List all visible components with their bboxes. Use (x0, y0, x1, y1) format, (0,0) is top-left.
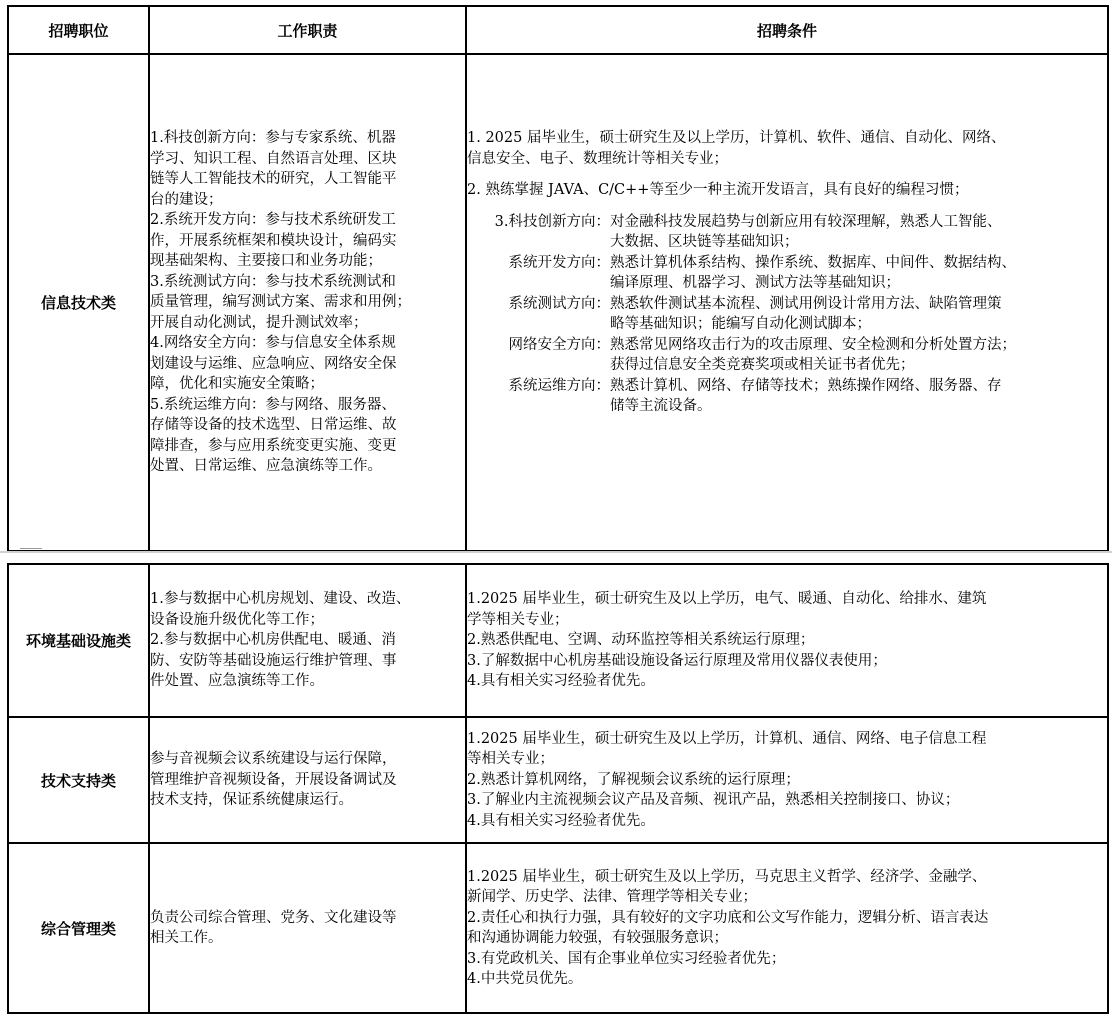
duty-line: 学习、知识工程、自然语言处理、区块 (150, 150, 397, 167)
position-env: 环境基础设施类 (8, 564, 149, 717)
req-line: 4.中共党员优先。 (467, 971, 583, 987)
duty-line: 2.系统开发方向：参与技术系统研发工 (150, 212, 396, 229)
header-requirements: 招聘条件 (466, 6, 1108, 54)
duty-line: 设备设施升级优化等工作； (150, 611, 324, 628)
header-duties: 工作职责 (149, 6, 466, 54)
duty-line: 负责公司综合管理、党务、文化建设等 (150, 909, 397, 926)
duty-line: 技术支持，保证系统健康运行。 (150, 792, 353, 809)
req-line: 2. 熟练掌握 JAVA、C/C++等至少一种主流开发语言，具有良好的编程习惯； (467, 182, 969, 199)
requirements-it (466, 54, 1108, 551)
direction-label: 系统测试方向： (508, 295, 610, 312)
req-line: 1.2025 届毕业生，硕士研究生及以上学历，电气、暖通、自动化、给排水、建筑 (467, 591, 987, 608)
duties-it (149, 54, 466, 551)
direction-label: 系统运维方向： (508, 377, 610, 394)
duty-line: 台的建设； (150, 191, 223, 208)
duty-line: 1.参与数据中心机房规划、建设、改造、 (150, 591, 411, 608)
req-line: 学等相关专业； (467, 611, 569, 628)
direction-text: 获得过信息安全类竞赛奖项或相关证书者优先； (610, 357, 915, 374)
position-tech: 技术支持类 (8, 717, 149, 843)
position-it: 信息技术类 (8, 54, 149, 551)
duty-line: 4.网络安全方向：参与信息安全体系规 (150, 335, 396, 352)
req-line: 3.了解业内主流视频会议产品及音频、视讯产品，熟悉相关控制接口、协议； (467, 792, 960, 809)
duty-line: 5.系统运维方向：参与网络、服务器、 (150, 396, 396, 413)
duty-line: 2.参与数据中心机房供配电、暖通、消 (150, 632, 396, 649)
req-line: 2.责任心和执行力强，具有较好的文字功底和公文写作能力，逻辑分析、语言表达 (467, 909, 989, 926)
direction-text: 熟悉计算机、网络、存储等技术；熟练操作网络、服务器、存 (610, 377, 1002, 394)
requirements-admin (466, 843, 1108, 1013)
duties-tech (149, 717, 466, 843)
duties-admin (149, 843, 466, 1013)
header-row (8, 6, 1108, 54)
direction-development (467, 253, 1107, 274)
duty-line: 管理维护音视频设备，开展设备调试及 (150, 771, 397, 788)
direction-testing (467, 294, 1107, 315)
req-line: 4.具有相关实习经验者优先。 (467, 673, 655, 690)
page-break-divider (0, 551, 1112, 553)
duty-line: 1.科技创新方向：参与专家系统、机器 (150, 130, 396, 147)
duty-line: 划建设与运维、应急响应、网络安全保 (150, 355, 397, 372)
req-line: 2.熟悉供配电、空调、动环监控等相关系统运行原理； (467, 632, 815, 649)
duty-line: 障，优化和实施安全策略； (150, 376, 324, 393)
duty-line: 质量管理，编写测试方案、需求和用例； (150, 294, 411, 311)
direction-text: 熟悉软件测试基本流程、测试用例设计常用方法、缺陷管理策 (610, 295, 1002, 312)
direction-text: 储等主流设备。 (610, 398, 712, 415)
recruitment-table-top (7, 5, 1109, 552)
direction-text: 略等基础知识；能编写自动化测试脚本； (610, 316, 871, 333)
direction-text: 编译原理、机器学习、测试方法等基础知识； (610, 275, 900, 292)
duty-line: 相关工作。 (150, 930, 223, 946)
header-position: 招聘职位 (8, 6, 149, 54)
position-admin: 综合管理类 (8, 843, 149, 1013)
recruitment-table-bottom (7, 563, 1109, 1014)
direction-label: 网络安全方向： (508, 336, 610, 353)
requirements-env (466, 564, 1108, 717)
duties-env (149, 564, 466, 717)
row-env (8, 564, 1108, 717)
req-line: 4.具有相关实习经验者优先。 (467, 812, 655, 829)
direction-text: 对金融科技发展趋势与创新应用有较深理解，熟悉人工智能、 (610, 213, 1002, 230)
row-admin (8, 843, 1108, 1013)
duty-line: 件处置、应急演练等工作。 (150, 673, 324, 690)
direction-text: 熟悉常见网络攻击行为的攻击原理、安全检测和分析处置方法； (610, 336, 1016, 353)
row-tech (8, 717, 1108, 843)
req-line: 信息安全、电子、数理统计等相关专业； (467, 150, 728, 167)
duty-line: 参与音视频会议系统建设与运行保障， (150, 751, 397, 768)
duty-line: 3.系统测试方向：参与技术系统测试和 (150, 273, 396, 290)
req-line: 1. 2025 届毕业生，硕士研究生及以上学历，计算机、软件、通信、自动化、网络、 (467, 130, 1006, 147)
direction-text: 大数据、区块链等基础知识； (610, 234, 799, 251)
page-break-mark (20, 548, 42, 549)
direction-text: 熟悉计算机体系结构、操作系统、数据库、中间件、数据结构、 (610, 254, 1016, 271)
direction-innovation (467, 212, 1107, 233)
duty-line: 现基础架构、主要接口和业务功能； (150, 253, 382, 270)
duty-line: 链等人工智能技术的研究，人工智能平 (150, 171, 397, 188)
req-line: 2.熟悉计算机网络，了解视频会议系统的运行原理； (467, 771, 800, 788)
req-line: 3.了解数据中心机房基础设施设备运行原理及常用仪器仪表使用； (467, 652, 887, 669)
duty-line: 障排查，参与应用系统变更实施、变更 (150, 437, 397, 454)
req-line: 1.2025 届毕业生，硕士研究生及以上学历，马克思主义哲学、经济学、金融学、 (467, 868, 987, 885)
duty-line: 开展自动化测试，提升测试效率； (150, 314, 368, 331)
row-it (8, 54, 1108, 551)
req-line: 1.2025 届毕业生，硕士研究生及以上学历，计算机、通信、网络、电子信息工程 (467, 730, 987, 747)
direction-label: 系统开发方向： (508, 254, 610, 271)
duty-line: 处置、日常运维、应急演练等工作。 (150, 458, 382, 475)
duty-line: 作，开展系统框架和模块设计，编码实 (150, 232, 397, 249)
duty-line: 存储等设备的技术选型、日常运维、故 (150, 417, 397, 434)
direction-label: 3.科技创新方向： (494, 213, 610, 230)
direction-security (467, 335, 1107, 356)
duty-line: 防、安防等基础设施运行维护管理、事 (150, 652, 397, 669)
req-line: 3.有党政机关、国有企事业单位实习经验者优先； (467, 950, 786, 967)
req-line: 新闻学、历史学、法律、管理学等相关专业； (467, 889, 757, 905)
req-line: 和沟通协调能力较强，有较强服务意识； (467, 930, 728, 946)
direction-operations (467, 376, 1107, 397)
req-line: 等相关专业； (467, 751, 554, 768)
requirements-tech (466, 717, 1108, 843)
